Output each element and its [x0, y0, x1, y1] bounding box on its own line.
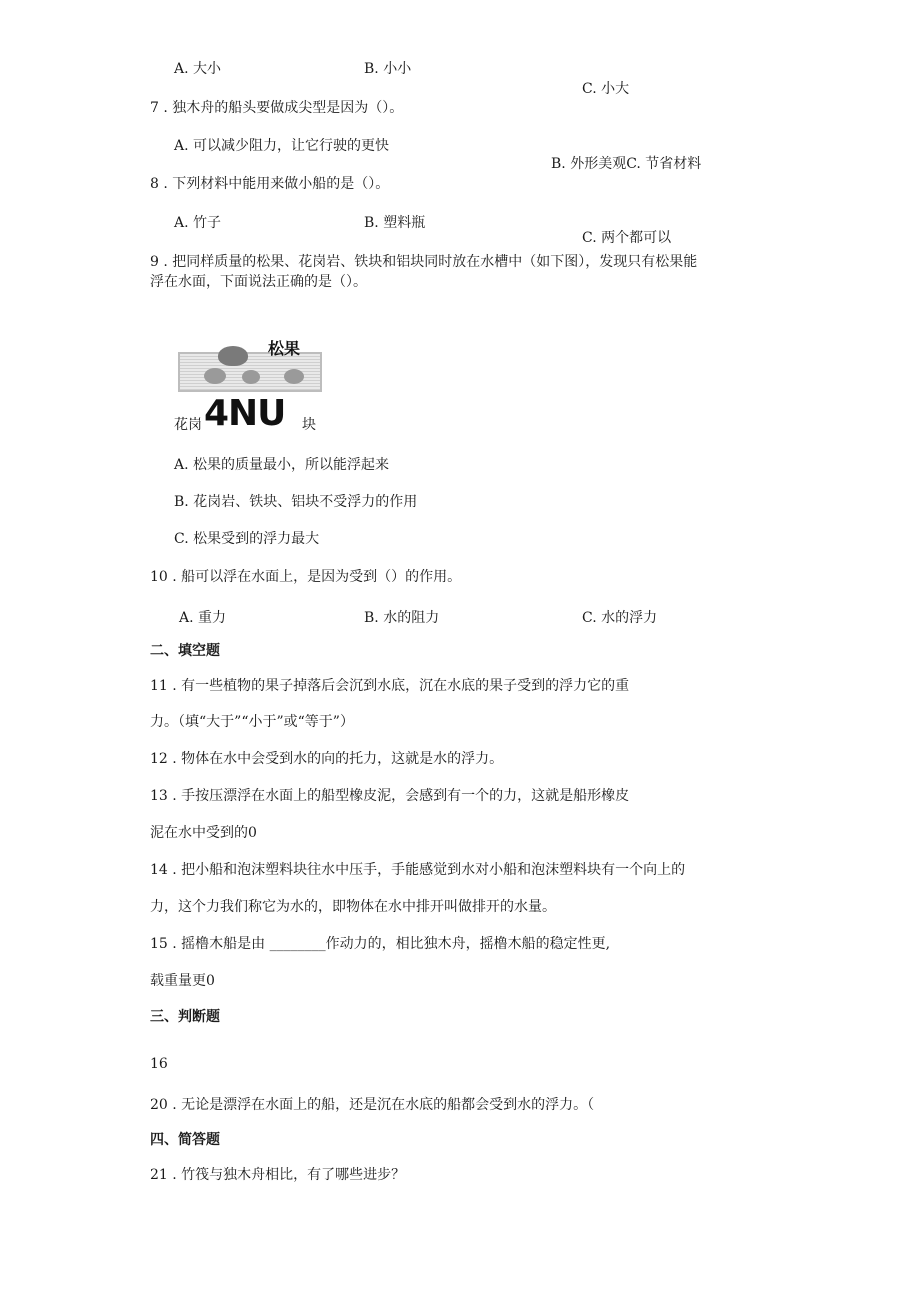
section-judgment-heading: 三、判断题 — [150, 1009, 220, 1025]
q13-line2: 泥在水中受到的0 — [150, 825, 257, 841]
block-label: 块 — [302, 417, 316, 433]
q15-line2: 载重量更0 — [150, 973, 215, 989]
q7-option-bc: B. 外形美观C. 节省材料 — [551, 156, 702, 172]
q16: 16 — [150, 1056, 168, 1072]
q10-option-b: B. 水的阻力 — [364, 610, 440, 626]
q7-option-a: A. 可以减少阻力，让它行驶的更快 — [174, 138, 390, 154]
q11-line1: 11 . 有一些植物的果子掉落后会沉到水底，沉在水底的果子受到的浮力它的重 — [150, 678, 630, 694]
pinecone-label: 松果 — [268, 339, 301, 358]
q20: 20 . 无论是漂浮在水面上的船，还是沉在水底的船都会受到水的浮力。（ — [150, 1097, 595, 1113]
section-short-answer-heading: 四、简答题 — [150, 1132, 220, 1148]
q6-option-c: C. 小大 — [582, 81, 630, 97]
iron-block — [242, 370, 260, 384]
granite-rock — [204, 368, 226, 384]
q9-option-c: C. 松果受到的浮力最大 — [174, 531, 320, 547]
figure-big-label: 4NU — [204, 393, 286, 434]
q14-line2: 力，这个力我们称它为水的，即物体在水中排开叫做排开的水量。 — [150, 899, 556, 915]
q13-line1: 13 . 手按压漂浮在水面上的船型橡皮泥，会感到有一个的力，这就是船形橡皮 — [150, 788, 630, 804]
q10-stem: 10 . 船可以浮在水面上，是因为受到（）的作用。 — [150, 569, 462, 585]
q14-line1: 14 . 把小船和泡沫塑料块往水中压手，手能感觉到水对小船和泡沫塑料块有一个向上的 — [150, 862, 686, 878]
q10-option-a: A. 重力 — [179, 610, 227, 626]
q8-stem: 8 . 下列材料中能用来做小船的是（）。 — [150, 176, 390, 192]
q9-option-a: A. 松果的质量最小，所以能浮起来 — [174, 457, 390, 473]
pinecone-shape — [218, 346, 248, 366]
q9-stem-line2: 浮在水面，下面说法正确的是（）。 — [150, 274, 367, 290]
q15-line1: 15 . 摇橹木船是由 ________作动力的，相比独木舟，摇橹木船的稳定性更, — [150, 936, 611, 952]
q9-figure — [174, 336, 324, 436]
aluminum-block — [284, 369, 304, 384]
q11-line2: 力。（填“大于”“小于”或“等于”） — [150, 714, 354, 730]
water-tank-image — [178, 352, 322, 392]
q8-option-c: C. 两个都可以 — [582, 230, 672, 246]
q9-option-b: B. 花岗岩、铁块、铝块不受浮力的作用 — [174, 494, 418, 510]
q12: 12 . 物体在水中会受到水的向的托力，这就是水的浮力。 — [150, 751, 504, 767]
q6-option-a: A. 大小 — [174, 61, 222, 77]
q8-option-b: B. 塑料瓶 — [364, 215, 426, 231]
q6-option-b: B. 小小 — [364, 61, 412, 77]
q7-stem: 7 . 独木舟的船头要做成尖型是因为（）。 — [150, 100, 404, 116]
q21: 21 . 竹筏与独木舟相比，有了哪些进步？ — [150, 1167, 406, 1183]
section-fill-in-heading: 二、填空题 — [150, 643, 220, 659]
granite-label: 花岗 — [174, 417, 202, 433]
q8-option-a: A. 竹子 — [174, 215, 222, 231]
q9-stem-line1: 9 . 把同样质量的松果、花岗岩、铁块和铝块同时放在水槽中（如下图），发现只有松果能 — [150, 254, 698, 270]
q10-option-c: C. 水的浮力 — [582, 610, 658, 626]
